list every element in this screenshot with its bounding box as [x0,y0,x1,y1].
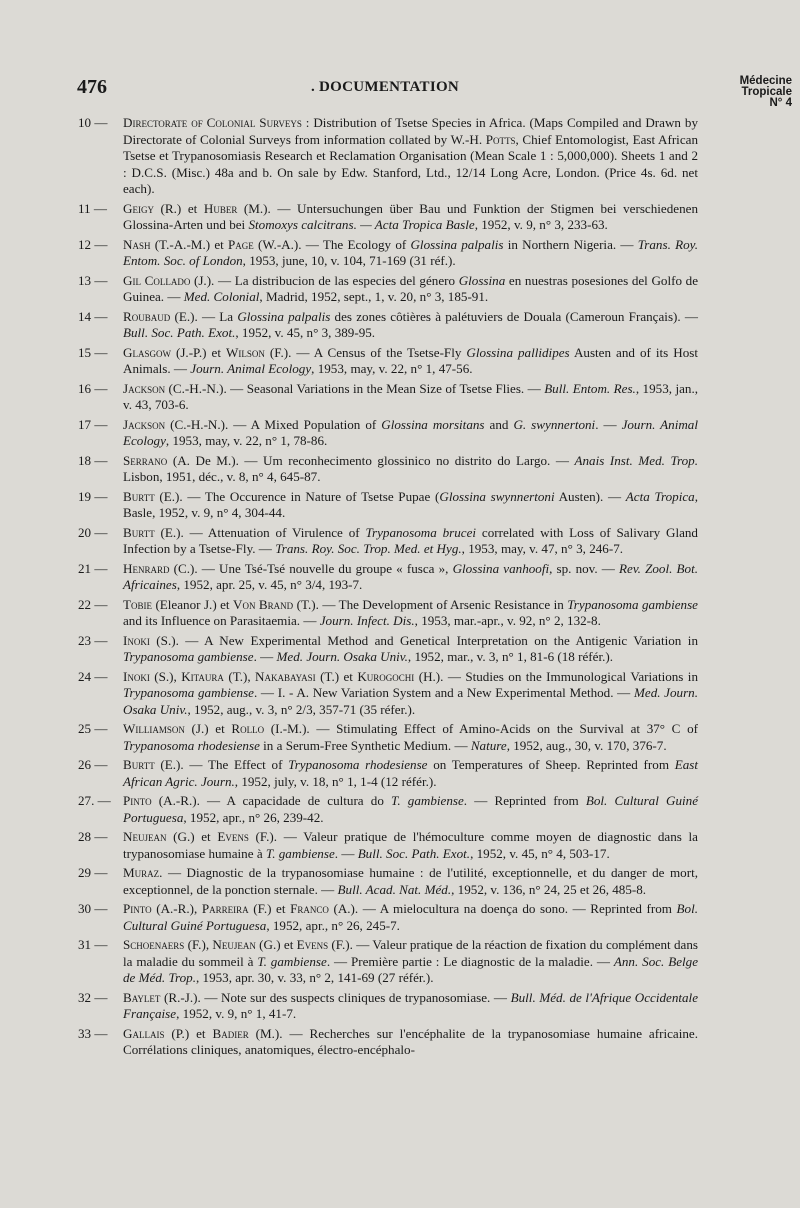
author-name: Von Brand [233,596,294,612]
citation-text: on Temperatures of Sheep. Reprinted from [427,757,675,772]
citation-text: (J.-P.) et [170,344,226,360]
entry-number: 18 — [78,452,108,468]
citation-text: , 1953, apr. 30, v. 33, n° 2, 141-69 (27 référ.). [195,970,434,985]
citation-text: (C.). — Une Tsé-Tsé nouvelle du groupe « fusca », [169,560,453,576]
author-name: Inoki [123,632,150,648]
italic-text: Journ. Infect. Dis. [319,613,415,628]
citation-text: , Madrid, 1952, sept., 1, v. 20, n° 3, 185-91. [259,289,489,304]
citation-text: (M.). — Recherches sur l'encéphalite de la trypanosomiase humaine africaine. Corrélations cliniques, anatomiques, électro-encéphalo- [123,1025,698,1057]
author-name: Neujean [123,829,167,844]
italic-text: Trypanosoma gambiense [567,596,698,612]
citation-text: , Basle, 1952, v. 9, n° 4, 304-44. [123,488,698,520]
author-name: Rollo [231,721,265,736]
italic-text: Bull. Soc. Path. Exot. [123,325,236,340]
italic-text: T. gambiense [265,845,335,861]
citation-text: , 1952, mar., v. 3, n° 1, 81-6 (18 référ.). [407,649,614,664]
bibliography-entry [78,237,698,270]
entry-text [123,381,698,414]
author-name: Schoenaers [123,937,185,952]
citation-text: (F.) et [248,901,291,916]
italic-text: Trypanosoma gambiense [123,649,254,664]
italic-text: Bull. Entom. Res. [544,380,636,396]
author-name: Henrard [123,560,170,576]
citation-text: (A.-R.), [151,901,202,916]
italic-text: G. swynnertoni [513,416,596,432]
citation-text: (F.). — Valeur pratique de la réaction de fixation du complément dans la maladie du sommeil à [123,937,698,969]
author-name: Huber [203,200,238,216]
bibliography-entry [78,115,698,198]
citation-text: , 1952, v. 45, n° 3, 389-95. [235,325,376,340]
italic-text: Rev. Zool. Bot. Africaines [123,560,698,592]
citation-text: (R.-J.). — Note sur des suspects cliniques de trypanosomiase. — [160,989,511,1005]
citation-text: , 1952, v. 136, n° 24, 25 et 26, 485-8. [451,881,647,897]
entry-number: 15 — [78,344,108,360]
citation-text: des zones côtières à palétuviers de Douala (Cameroun Français). — [330,308,698,324]
author-name: Glasgow [123,344,171,360]
journal-issue: N° 4 [769,97,792,109]
bibliography-entry [78,345,698,378]
italic-text: Med. Journ. Osaka Univ. [276,649,408,664]
author-name: Wilson [226,344,265,360]
citation-text: (F.). — Valeur pratique de l'hémoculture comme moyen de diagnostic dans la trypanosomiase humaine à [123,829,698,861]
entry-number: 27. — [78,793,111,808]
author-name: Evens [217,829,249,844]
bibliography-entry [78,561,698,594]
author-name: Kurogochi [357,668,415,684]
entry-number: 26 — [78,757,108,772]
bibliography-entry [78,721,698,754]
italic-text: Bull. Acad. Nat. Méd. [337,881,452,897]
entry-number: 32 — [78,989,108,1005]
bibliography-entry [78,381,698,414]
bibliography-list [78,115,698,1062]
citation-text: . — [595,416,622,432]
entry-text [123,309,698,342]
page-header [0,76,800,116]
italic-text: T. gambiense [391,793,464,808]
bibliography-entry [78,937,698,987]
bibliography-entry [78,525,698,558]
entry-number: 23 — [78,632,108,648]
citation-text: (S.), [149,668,182,684]
italic-text: Acta Tropica [625,488,695,504]
bibliography-entry [78,901,698,934]
citation-text: correlated with Loss of Salivary Gland Infection by a Tsetse-Fly. — [123,524,698,556]
italic-text: Med. Colonial [183,289,260,304]
italic-text: Trans. Roy. Soc. Trop. Med. et Hyg. [275,541,462,556]
bibliography-entry [78,309,698,342]
citation-text: , 1953, may, v. 22, n° 1, 78-86. [165,433,328,448]
citation-text: en nuestras posesiones del Golfo de Guinea. — [123,272,699,304]
bibliography-entry [78,757,698,790]
citation-text: , 1952, apr., n° 26, 245-7. [266,917,400,933]
citation-text: Austen). — [554,488,626,504]
entry-number: 30 — [78,901,108,916]
entry-number: 13 — [78,272,108,288]
italic-text: Glossina palpalis [237,308,331,324]
italic-text: T. gambiense [257,953,327,969]
bibliography-entry [78,597,698,630]
citation-text: (W.-A.). — The Ecology of [253,236,411,252]
italic-text: Bull. Soc. Path. Exot. [357,845,471,861]
citation-text: (C.-H.-N.). — Seasonal Variations in the Mean Size of Tsetse Flies. — [165,380,545,396]
entry-text [123,273,698,306]
citation-text: in a Serum-Free Synthetic Medium. — [259,737,471,753]
author-name: Inoki [123,668,150,684]
citation-text: (J.). — La distribucion de las especies del género [190,272,459,288]
entry-text [123,115,698,198]
entry-number: 31 — [78,937,108,952]
entry-text [123,865,698,898]
author-name: Pinto [123,901,152,916]
bibliography-entry [78,669,698,719]
citation-text: , 1953, may, v. 22, n° 1, 47-56. [311,361,473,376]
entry-text [123,417,698,450]
entry-number: 28 — [78,829,108,844]
citation-text: (G.) et [166,829,218,844]
italic-text: Trans. Roy. Entom. Soc. of London [123,236,698,268]
entry-number: 20 — [78,524,108,540]
author-name: Badier [212,1025,249,1041]
citation-text: (T.-A.-M.) et [150,236,229,252]
citation-text: (G.) et [255,937,297,952]
author-name: Gallais [123,1025,165,1041]
italic-text: Stomoxys calcitrans. — Acta Tropica Basle [248,217,475,232]
citation-text: , Chief Entomologist, East African Tsetse et Trypanosomiasis Research et Reclamation Organisation (Mean Scale 1 : 5,000,000). Sheets 1 and 2 : D.C.S. (Misc.) 48a and b. On sale by Edw. Stanford, Ltd., 12/14 Long Acre, London. (Price 4s. 6d. net each). [123,131,698,196]
author-name: Franco [290,901,329,916]
author-name: Directorate of Colonial Surveys [123,115,302,130]
citation-text: , sp. nov. — [549,560,620,576]
citation-text: and [484,416,514,432]
bibliography-entry [78,990,698,1023]
entry-text [123,453,698,486]
author-name: Evens [296,937,329,952]
entry-number: 19 — [78,488,108,504]
entry-text [123,525,698,558]
bibliography-entry [78,865,698,898]
citation-text: in Northern Nigeria. — [503,236,638,252]
citation-text: (A.-R.). — A capacidade de cultura do [151,793,392,808]
italic-text: Journ. Animal Ecology [190,361,312,376]
author-name: Nash [123,236,151,252]
entry-text [123,561,698,594]
citation-text: , 1953, may, v. 47, n° 3, 246-7. [461,541,624,556]
bibliography-entry [78,633,698,666]
entry-text [123,1026,698,1059]
entry-text [123,721,698,754]
italic-text: Bol. Cultural Guiné Portuguesa [123,901,699,933]
entry-number: 10 — [78,115,108,130]
bibliography-entry [78,489,698,522]
citation-text: , 1953, june, 10, v. 104, 71-169 (31 réf.). [242,253,456,268]
author-name: Neujean [212,937,256,952]
citation-text: , 1952, aug., v. 3, n° 2/3, 357-71 (35 réfer.). [187,701,416,717]
entry-number: 17 — [78,416,108,432]
entry-number: 14 — [78,308,108,324]
entry-text [123,793,698,826]
entry-text [123,829,698,862]
italic-text: Glossina vanhoofi [452,560,550,576]
entry-number: 11 — [78,200,107,216]
author-name: Parreira [201,901,249,916]
author-name: Burtt [123,524,155,540]
citation-text: (E.). — Attenuation of Virulence of [154,524,366,540]
bibliography-entry [78,417,698,450]
entry-text [123,489,698,522]
citation-text: Austen and of its Host Animals. — [123,344,699,376]
entry-number: 12 — [78,236,108,252]
citation-text: . — [334,845,358,861]
author-name: Page [228,236,254,252]
citation-text: , 1952, v. 9, n° 1, 41-7. [176,1006,297,1021]
citation-text: . — Reprinted from [463,793,586,808]
citation-text: , 1952, aug., 30, v. 170, 376-7. [506,737,667,753]
author-name: Potts [485,131,516,147]
citation-text: (E.). — La [170,308,238,324]
citation-text: . — I. - A. New Variation System and a New Experimental Method. — [253,685,634,700]
entry-text [123,669,698,719]
citation-text: (A.). — A mielocultura na doença do sono. — Reprinted from [328,901,677,916]
author-name: Serrano [123,452,168,468]
citation-text: (P.) et [164,1025,213,1041]
journal-mark [720,76,792,109]
author-name: Roubaud [123,308,171,324]
citation-text: (T.) et [315,668,358,684]
citation-text: (R.) et [153,200,204,216]
author-name: Muraz [123,865,160,880]
entry-text [123,990,698,1023]
page-number: 476 [77,76,107,98]
author-name: Gil Collado [123,272,191,288]
author-name: Pinto [123,793,152,808]
bibliography-entry [78,273,698,306]
italic-text: Med. Journ. Osaka Univ. [123,685,699,717]
citation-text: . — [253,649,277,664]
bibliography-entry [78,829,698,862]
citation-text: , 1953, mar.-apr., v. 92, n° 2, 132-8. [414,613,601,628]
citation-text: (M.). — Untersuchungen über Bau und Funktion der Stigmen bei verschiedenen Glossina-Arten und bei [123,200,698,232]
citation-text: , 1952, apr., n° 26, 239-42. [183,809,324,825]
italic-text: Trypanosoma gambiense [123,685,254,700]
author-name: Jackson [123,416,166,432]
entry-number: 21 — [78,560,108,576]
bibliography-entry [78,453,698,486]
entry-number: 24 — [78,668,108,684]
author-name: Baylet [123,989,161,1005]
bibliography-entry [78,793,698,826]
citation-text: (T.). — The Development of Arsenic Resistance in [293,596,568,612]
citation-text: , 1953, jan., v. 43, 703-6. [123,380,699,412]
running-title: . DOCUMENTATION [310,79,460,95]
citation-text: , 1952, v. 9, n° 3, 233-63. [474,217,608,232]
entry-text [123,237,698,270]
citation-text: (Eleanor J.) et [152,596,234,612]
author-name: Tobie [123,596,152,612]
bibliography-entry [78,1026,698,1059]
italic-text: Trypanosoma rhodesiense [288,757,428,772]
italic-text: Bull. Méd. de l'Afrique Occidentale Française [123,989,699,1021]
citation-text: : Distribution of Tsetse Species in Africa. (Maps Compiled and Drawn by Directorate of Colonial Surveys from information collated by W.-H. [123,115,698,147]
entry-number: 16 — [78,380,108,396]
author-name: Burtt [123,488,155,504]
entry-text [123,345,698,378]
citation-text: (E.). — The Occurence in Nature of Tsetse Pupae ( [154,488,440,504]
citation-text: and its Influence on Parasitaemia. — [123,613,320,628]
italic-text: Trypanosoma rhodesiense [123,737,260,753]
italic-text: Bol. Cultural Guiné Portuguesa [123,793,699,825]
citation-text: . — Diagnostic de la trypanosomiase humaine : de l'utilité, exceptionnelle, et du danger de mort, exceptionnel, de la ponction sternale. — [123,865,698,897]
citation-text: (J.) et [184,721,232,736]
citation-text: (S.). — A New Experimental Method and Genetical Interpretation on the Antigenic Variation in [149,632,698,648]
citation-text: (E.). — The Effect of [154,757,289,772]
entry-number: 29 — [78,865,108,880]
author-name: Williamson [123,721,185,736]
citation-text: (A. De M.). — Um reconhecimento glossinico no distrito do Largo. — [167,452,575,468]
citation-text: (F.). — A Census of the Tsetse-Fly [264,344,467,360]
citation-text: , 1952, v. 45, n° 4, 503-17. [470,845,610,861]
italic-text: Trypanosoma brucei [365,524,477,540]
entry-text [123,201,698,234]
author-name: Burtt [123,757,155,772]
entry-number: 25 — [78,721,108,736]
italic-text: Glossina pallidipes [466,344,570,360]
italic-text: Journ. Animal Ecology [123,416,698,448]
citation-text: (F.), [184,937,213,952]
journal-name-line: Médecine [739,75,792,87]
italic-text: Glossina palpalis [410,236,504,252]
entry-text [123,597,698,630]
entry-number: 33 — [78,1025,108,1041]
journal-name-line: Tropicale [741,86,792,98]
italic-text: Glossina swynnertoni [439,488,555,504]
citation-text: (T.), [223,668,256,684]
entry-number: 22 — [78,596,108,612]
italic-text: Glossina [458,272,506,288]
italic-text: Nature [470,737,507,753]
entry-text [123,633,698,666]
entry-text [123,937,698,987]
citation-text: , 1952, apr. 25, v. 45, n° 3/4, 193-7. [176,577,363,592]
bibliography-entry [78,201,698,234]
citation-text: (C.-H.-N.). — A Mixed Population of [165,416,382,432]
author-name: Nakabayasi [255,668,316,684]
author-name: Geigy [123,200,154,216]
italic-text: Ann. Soc. Belge de Méd. Trop. [123,953,699,985]
citation-text: Lisbon, 1951, déc., v. 8, n° 4, 645-87. [123,469,321,484]
author-name: Kitaura [181,668,224,684]
citation-text: . — Première partie : Le diagnostic de la maladie. — [326,953,614,969]
italic-text: East African Agric. Journ. [123,757,698,789]
entry-text [123,757,698,790]
italic-text: Glossina morsitans [381,416,485,432]
entry-text [123,901,698,934]
citation-text: , 1952, july, v. 18, n° 1, 1-4 (12 référ.). [234,773,437,789]
citation-text: (I.-M.). — Stimulating Effect of Amino-Acids on the Survival at 37° C of [264,721,698,736]
citation-text: (H.). — Studies on the Immunological Variations in [414,668,698,684]
italic-text: Anais Inst. Med. Trop. [574,452,698,468]
author-name: Jackson [123,380,166,396]
